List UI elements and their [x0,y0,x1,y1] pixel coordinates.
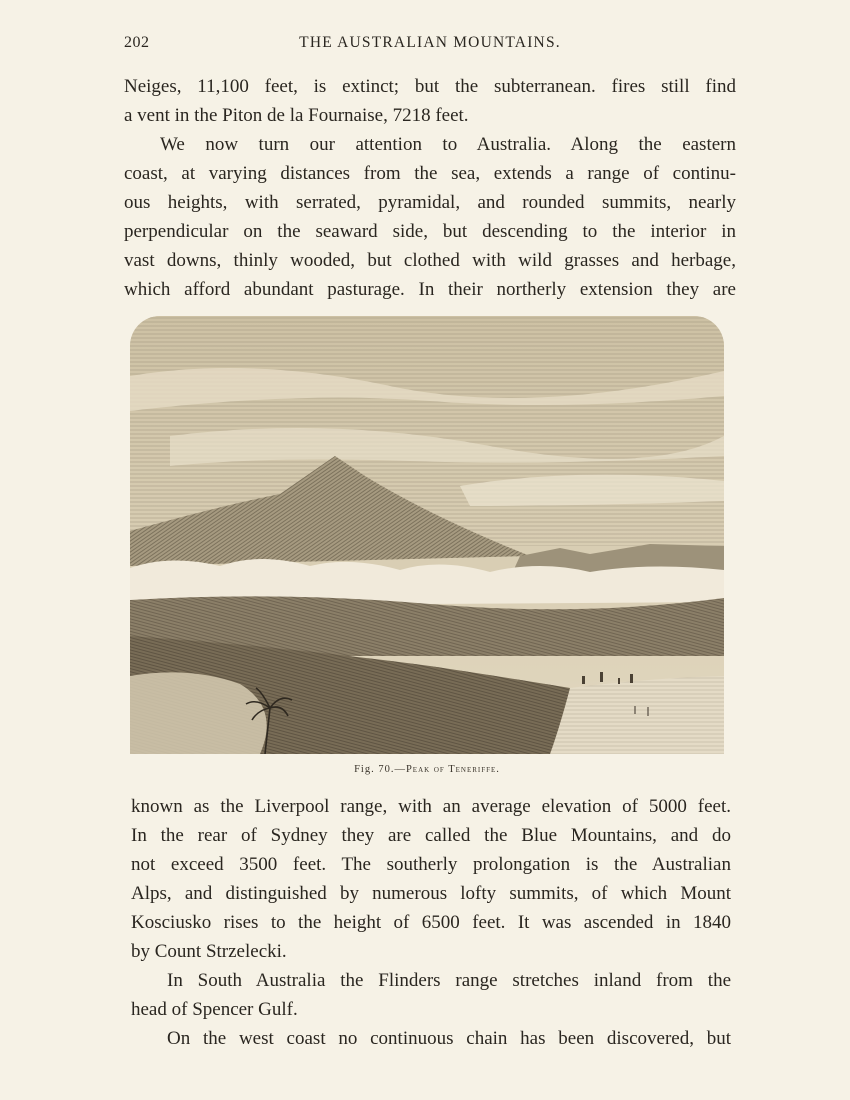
text-line: head of Spencer Gulf. [131,999,298,1020]
text-line: On the west coast no continuous chain has been discovered, but [167,1028,731,1049]
text-line: In South Australia the Flinders range stretches inland from the [167,970,731,991]
text-line: In the rear of Sydney they are called the Blue Mountains, and do [131,825,731,846]
body-text-top [124,72,736,304]
page-header [124,34,736,58]
caption-prefix: Fig. 70.— [354,764,406,775]
caption-title: Peak of Teneriffe. [405,764,500,775]
body-text-bottom [131,792,731,1053]
text-line: by Count Strzelecki. [131,941,287,962]
text-line: known as the Liverpool range, with an average elevation of 5000 feet. [131,796,731,817]
engraving-peak-of-teneriffe [130,316,724,754]
text-line: a vent in the Piton de la Fournaise, 7218 feet. [124,105,469,126]
text-line: which afford abundant pasturage. In their northerly extension they are [124,279,736,300]
text-line: coast, at varying distances from the sea, extends a range of continu- [124,163,736,184]
running-title: THE AUSTRALIAN MOUNTAINS. [299,34,561,51]
text-line: We now turn our attention to Australia. Along the eastern [160,134,736,155]
text-line: ous heights, with serrated, pyramidal, and rounded summits, nearly [124,192,736,213]
text-line: perpendicular on the seaward side, but descending to the interior in [124,221,736,242]
text-line: not exceed 3500 feet. The southerly prolongation is the Australian [131,854,731,875]
figure-caption [130,764,724,775]
text-line: vast downs, thinly wooded, but clothed with wild grasses and herbage, [124,250,736,271]
text-line: Kosciusko rises to the height of 6500 feet. It was ascended in 1840 [131,912,731,933]
text-line: Neiges, 11,100 feet, is extinct; but the subterranean. fires still find [124,76,736,97]
text-line: Alps, and distinguished by numerous lofty summits, of which Mount [131,883,731,904]
page-number: 202 [124,34,150,51]
figure-engraving [130,316,724,754]
